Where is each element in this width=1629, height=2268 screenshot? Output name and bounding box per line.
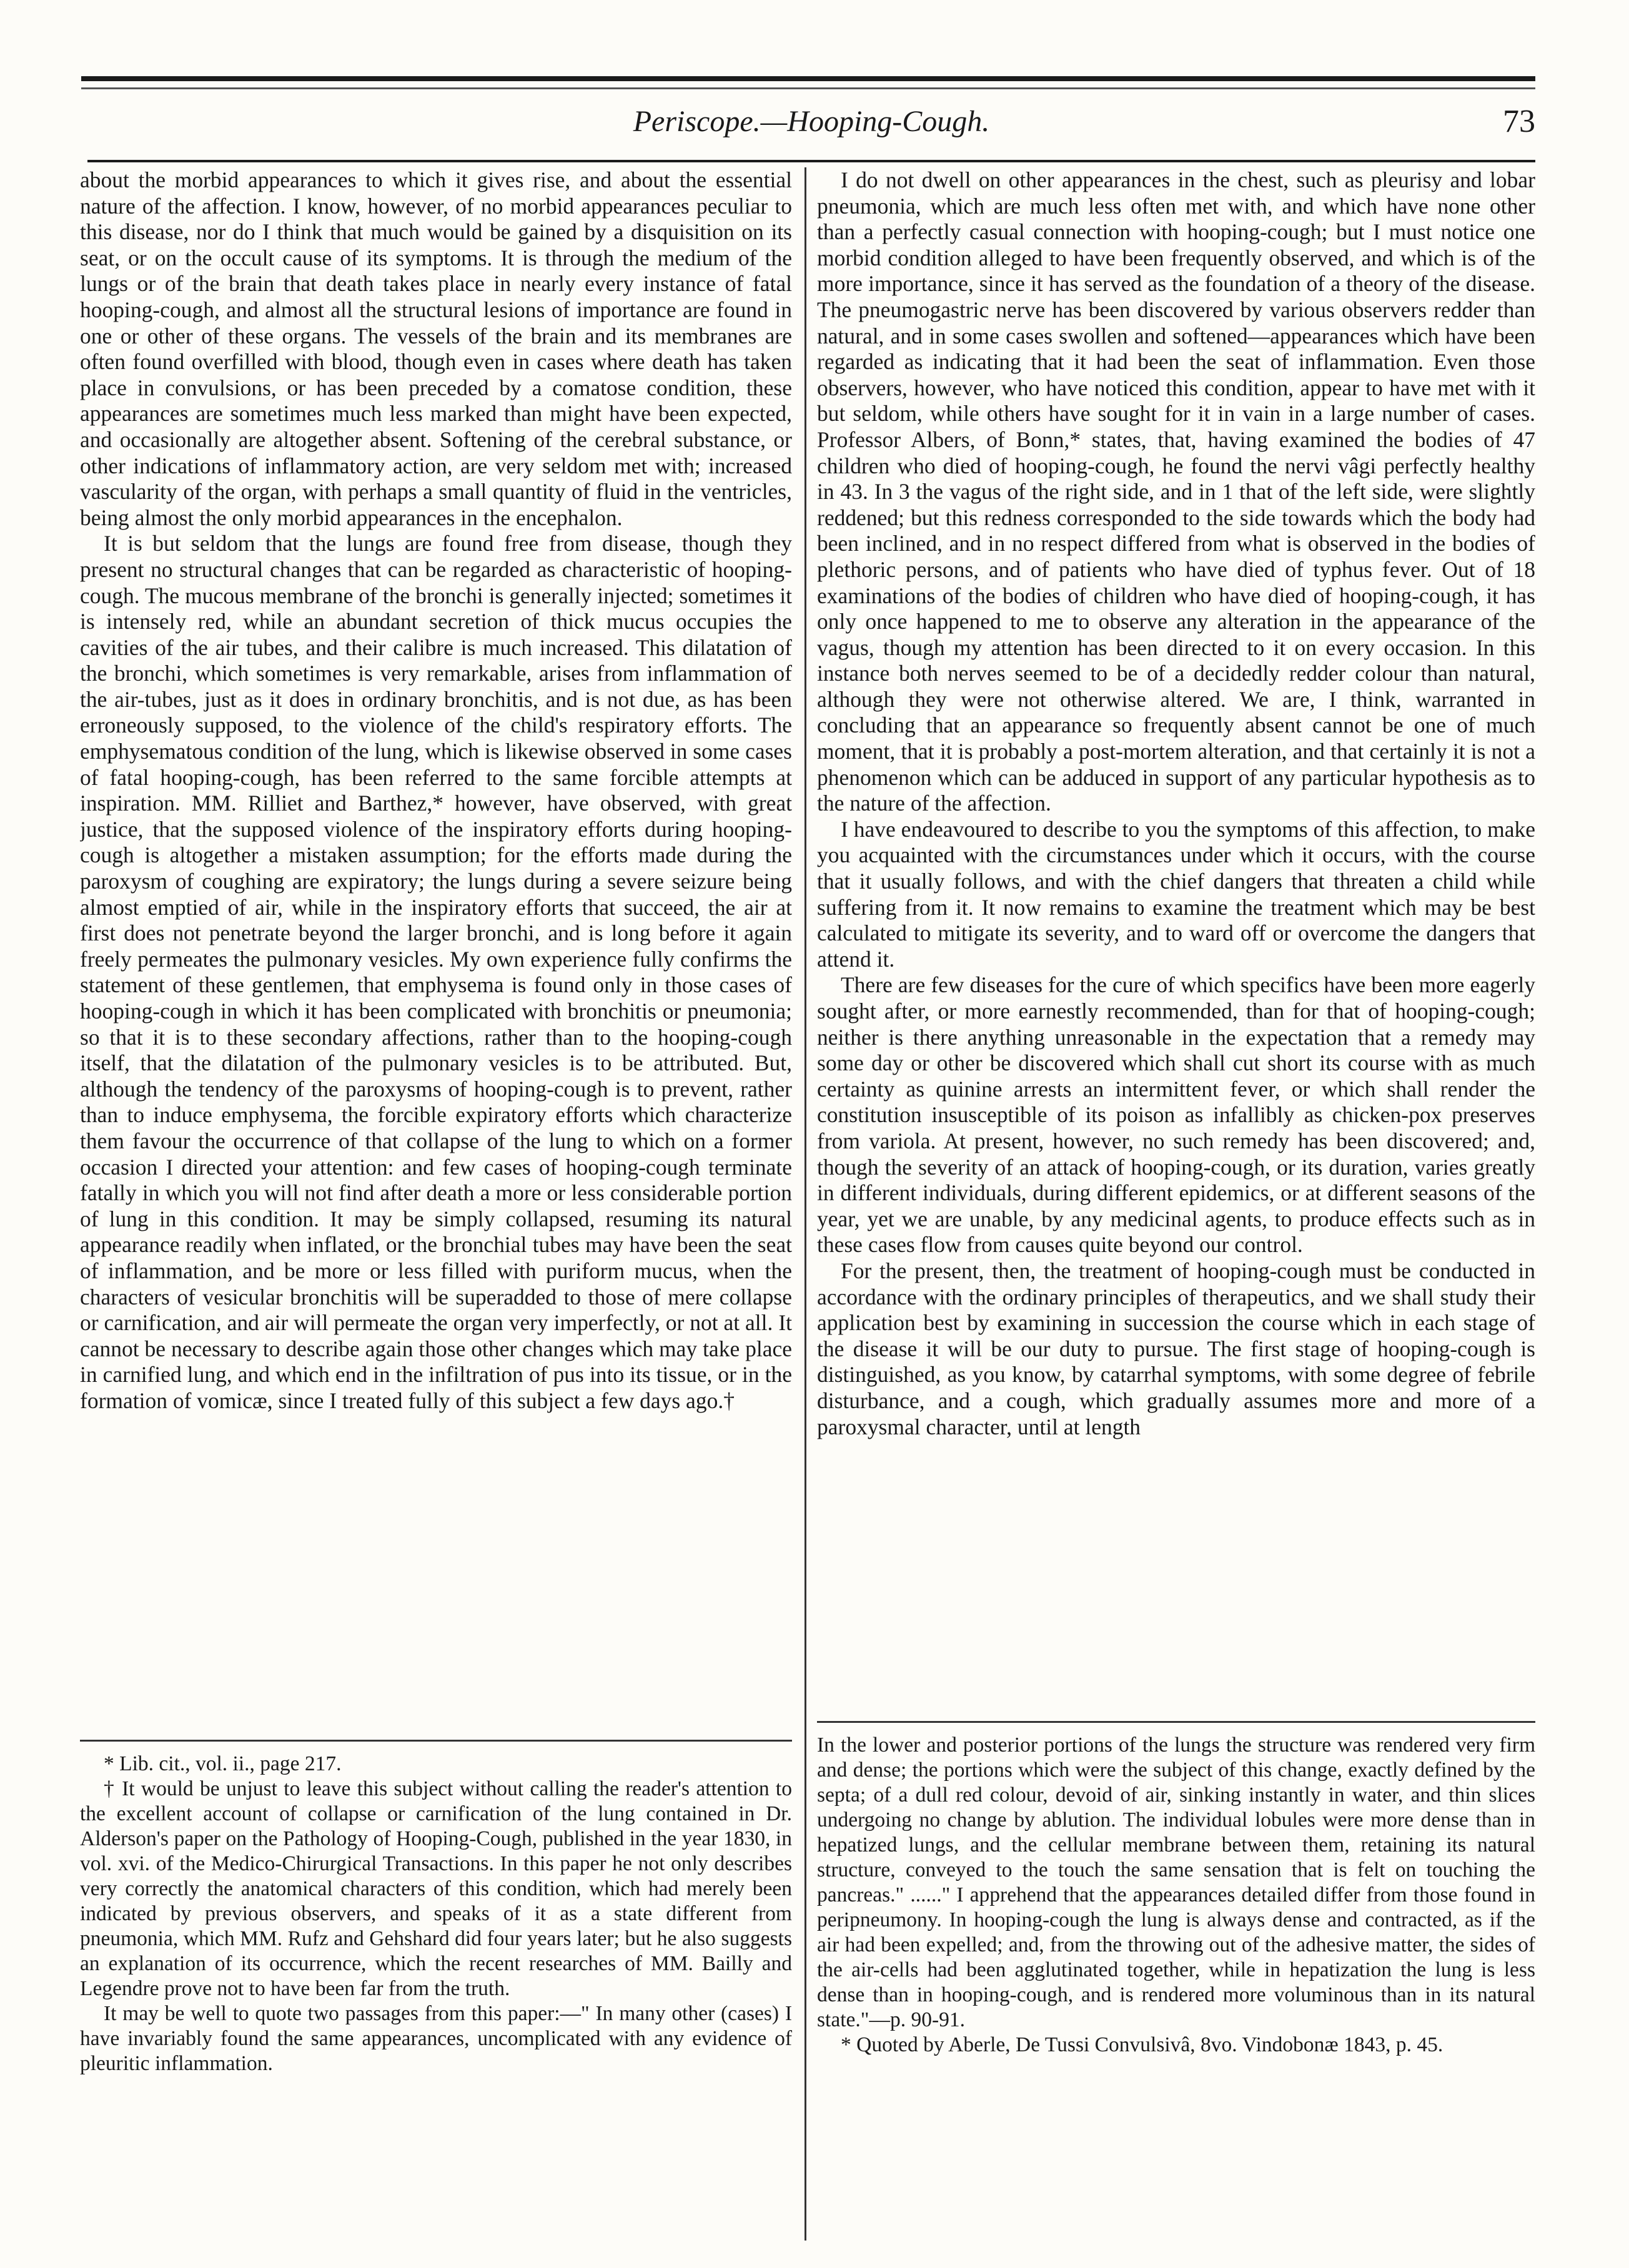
right-body-text [817, 167, 1535, 1710]
right-footnotes [817, 1733, 1535, 2058]
paragraph: I have endeavoured to describe to you the symptoms of this affection, to make you acquainted with the circumstances under which it occurs, with the course that it usually follows, and with the chief dangers that threaten a child while suffering from it. It now remains to examine the treatment which may be best calculated to mitigate its severity, and to ward off or overcome the dangers that attend it. [817, 816, 1535, 972]
footnote-rule [817, 1721, 1535, 1723]
header-rule [87, 160, 1535, 162]
footnote: † It would be unjust to leave this subject without calling the reader's attention to the excellent account of collapse or carnification of the lung contained in Dr. Alderson's paper on the Pathology of Hooping-Cough, published in the year 1830, in vol. xvi. of the Medico-Chirurgical Transactions. In this paper he not only describes very correctly the anatomical characters of this condition, which had merely been indicated by previous observers, and speaks of it as a state different from pneumonia, which MM. Rufz and Gehshard did four years later; but he also suggests an explanation of its occurrence, which the recent researches of MM. Bailly and Legendre prove not to have been far from the truth. [80, 1777, 792, 2000]
paragraph: about the morbid appearances to which it gives rise, and about the essential nature of the affection. I know, however, of no morbid appearances peculiar to this disease, nor do I think that much would be gained by a disquisition on its seat, or on the occult cause of its symptoms. It is through the medium of the lungs or of the brain that death takes place in nearly every instance of fatal hooping-cough, and almost all the structural lesions of importance are found in one or other of these organs. The vessels of the brain and its membranes are often found overfilled with blood, though even in cases where death has taken place in convulsions, or has been preceded by a comatose condition, these appearances are sometimes much less marked than might have been expected, and occasionally are altogether absent. Softening of the cerebral substance, or other indications of inflammatory action, are very seldom met with; increased vascularity of the organ, with perhaps a small quantity of fluid in the ventricles, being almost the only morbid appearances in the encephalon. [80, 167, 792, 530]
right-column [817, 167, 1535, 2058]
page-header [87, 100, 1535, 156]
top-rule-thin [81, 87, 1535, 89]
page-number: 73 [1503, 104, 1535, 139]
left-column [80, 167, 792, 2076]
footnote: * Lib. cit., vol. ii., page 217. [104, 1752, 342, 1775]
footnote-rule [80, 1740, 792, 1742]
running-title: Periscope.—Hooping-Cough. [633, 105, 990, 138]
paragraph: I do not dwell on other appearances in the chest, such as pleurisy and lobar pneumonia, which are much less often met with, and which have none other than a perfectly casual connection with hooping-cough; but I must notice one morbid condition alleged to have been frequently observed, and which is of the more importance, since it has served as the foundation of a theory of the disease. The pneumogastric nerve has been discovered by various observers redder than natural, and in some cases swollen and softened—appearances which have been regarded as indicating that it had been the seat of inflammation. Even those observers, however, who have noticed this condition, appear to have met with it but seldom, while others have sought for it in vain in a large number of cases. Professor Albers, of Bonn,* states, that, having examined the bodies of 47 children who died of hooping-cough, he found the nervi vâgi perfectly healthy in 43. In 3 the vagus of the right side, and in 1 that of the left side, were slightly reddened; but this redness corresponded to the side towards which the body had been inclined, and in no respect differed from what is observed in the bodies of plethoric persons, and of patients who have died of typhus fever. Out of 18 examinations of the bodies of children who have died of hooping-cough, it has only once happened to me to observe any alteration in the appearance of the vagus, though my attention has been directed to it on every occasion. In this instance both nerves seemed to be of a decidedly redder colour than natural, although they were not otherwise altered. We are, I think, warranted in concluding that an appearance so frequently absent cannot be one of much moment, that it is probably a post-mortem alteration, and that certainly it is not a phenomenon which can be adduced in support of any particular hypothesis as to the nature of the affection. [817, 167, 1535, 816]
left-footnotes [80, 1752, 792, 2076]
paragraph: For the present, then, the treatment of hooping-cough must be conducted in accordance with the ordinary principles of therapeutics, and we shall study their application best by examining in succession the course which in each stage of the disease it will be our duty to pursue. The first stage of hooping-cough is distinguished, as you know, by catarrhal symptoms, with some degree of febrile disturbance, and a cough, which gradually assumes more and more of a paroxysmal character, until at length [817, 1258, 1535, 1439]
footnote: * Quoted by Aberle, De Tussi Convulsivâ, 8vo. Vindobonæ 1843, p. 45. [841, 2033, 1443, 2056]
top-rule-heavy [81, 76, 1535, 81]
paragraph: It is but seldom that the lungs are found free from disease, though they present no structural changes that can be regarded as characteristic of hooping-cough. The mucous membrane of the bronchi is generally injected; sometimes it is intensely red, while an abundant secretion of thick mucus occupies the cavities of the air tubes, and their calibre is much increased. This dilatation of the bronchi, which sometimes is very remarkable, arises from inflammation of the air-tubes, just as it does in ordinary bronchitis, and is not due, as has been erroneously supposed, to the violence of the child's respiratory efforts. The emphysematous condition of the lung, which is likewise observed in some cases of fatal hooping-cough, has been referred to the same forcible attempts at inspiration. MM. Rilliet and Barthez,* however, have observed, with great justice, that the supposed violence of the inspiratory efforts during hooping-cough is altogether a mistaken assumption; for the efforts made during the paroxysm of coughing are expiratory; the lungs during a severe seizure being almost emptied of air, while in the inspiratory efforts that succeed, the air at first does not penetrate beyond the larger bronchi, and is long before it again freely permeates the pulmonary vesicles. My own experience fully confirms the statement of these gentlemen, that emphysema is found only in those cases of hooping-cough in which it has been complicated with bronchitis or pneumonia; so that it is to these secondary affections, rather than to the hooping-cough itself, that the dilatation of the pulmonary vesicles is to be attributed. But, although the tendency of the paroxysms of hooping-cough is to prevent, rather than to induce emphysema, the forcible expiratory efforts which characterize them favour the occurrence of that collapse of the lung to which on a former occasion I directed your attention: and few cases of hooping-cough terminate fatally in which you will not find after death a more or less considerable portion of lung in this condition. It may be simply collapsed, resuming its natural appearance readily when inflated, or the bronchial tubes may have been the seat of inflammation, and be more or less filled with puriform mucus, when the characters of vesicular bronchitis will be superadded to those of mere collapse or carnification, and air will permeate the organ very imperfectly, or not at all. It cannot be necessary to describe again those other changes which may take place in carnified lung, and which end in the infiltration of pus into its tissue, or in the formation of vomicæ, since I treated fully of this subject a few days ago.† [80, 531, 792, 1413]
left-body-text [80, 167, 792, 1728]
paragraph: There are few diseases for the cure of which specifics have been more eagerly sought after, or more earnestly recommended, than for that of hooping-cough; neither is there anything unreasonable in the expectation that a remedy may some day or other be discovered which shall cut short its course with as much certainty as quinine arrests an intermittent fever, or which shall render the constitution insusceptible of its poison as infallibly as chicken-pox preserves from variola. At present, however, no such remedy has been discovered; and, though the severity of an attack of hooping-cough, or its duration, varies greatly in different individuals, during different epidemics, or at different seasons of the year, yet we are unable, by any medicinal agents, to produce effects such as in these cases flow from causes quite beyond our control. [817, 972, 1535, 1258]
footnote: It may be well to quote two passages from this paper:—" In many other (cases) I have invariably found the same appearances, uncomplicated with any evidence of pleuritic inflammation. [80, 2002, 792, 2075]
footnote: In the lower and posterior portions of the lungs the structure was rendered very firm and dense; the portions which were the subject of this change, exactly defined by the septa; of a dull red colour, devoid of air, sinking instantly in water, and thin slices undergoing no change by ablution. The individual lobules were more dense than in hepatized lungs, and the cellular membrane between them, retaining its natural structure, conveyed to the touch the same sensation that is felt on touching the pancreas." ......" I apprehend that the appearances detailed differ from those found in peripneumony. In hooping-cough the lung is always dense and contracted, as if the air had been expelled; and, from the throwing out of the adhesive matter, the sides of the air-cells had been agglutinated together, while in hepatization the lung is less dense than in hooping-cough, and is rendered more voluminous than in its natural state."—p. 90-91. [817, 1733, 1535, 2031]
column-divider [805, 167, 806, 2241]
